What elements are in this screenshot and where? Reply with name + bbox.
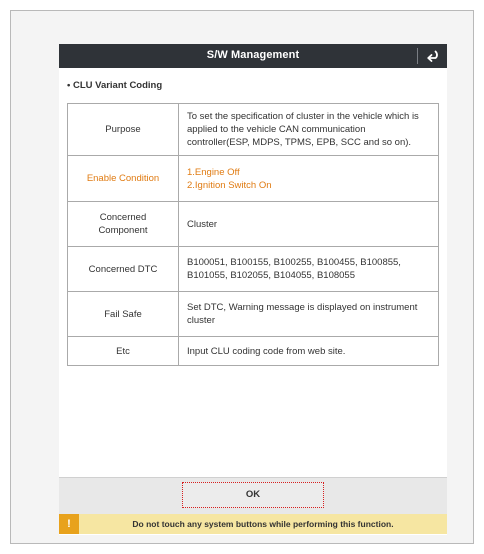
page-title: S/W Management [206,49,300,61]
back-button[interactable] [423,47,441,65]
table-row-concerned-component [68,202,439,247]
row-value [179,156,439,202]
row-value: Input CLU coding code from web site. [179,337,439,366]
section-title: • CLU Variant Coding [67,80,163,91]
row-label: Etc [68,337,179,366]
row-label: Purpose [68,104,179,156]
back-arrow-icon [423,47,441,65]
sw-management-dialog [59,44,447,535]
dialog-footer [59,477,447,514]
table-row-enable-condition [68,156,439,202]
table-row-fail-safe [68,292,439,337]
condition-line: 1.Engine Off [187,166,240,178]
row-value: To set the specification of cluster in the vehicle which is applied to the vehicle CAN communication controller(ESP, MDPS, TPMS, EPB, SCC and so on). [179,104,439,156]
row-value: Cluster [179,202,439,247]
row-value: B100051, B100155, B100255, B100455, B100855, B101055, B102055, B104055, B108055 [179,247,439,292]
ok-button[interactable]: OK [182,482,324,508]
table-row-etc [68,337,439,366]
window-frame [10,10,474,544]
title-bar-divider [417,48,418,64]
row-label: Concerned DTC [68,247,179,292]
spec-table [67,103,439,366]
table-row-concerned-dtc [68,247,439,292]
row-label: Enable Condition [68,156,179,202]
row-value: Set DTC, Warning message is displayed on instrument cluster [179,292,439,337]
warning-message: Do not touch any system buttons while performing this function. [132,519,394,529]
row-label: Fail Safe [68,292,179,337]
table-row-purpose [68,104,439,156]
warning-notice-bar [59,514,447,534]
warning-icon: ! [59,514,79,534]
title-bar [59,44,447,68]
condition-line: 2.Ignition Switch On [187,179,272,191]
row-label: Concerned Component [68,202,179,247]
